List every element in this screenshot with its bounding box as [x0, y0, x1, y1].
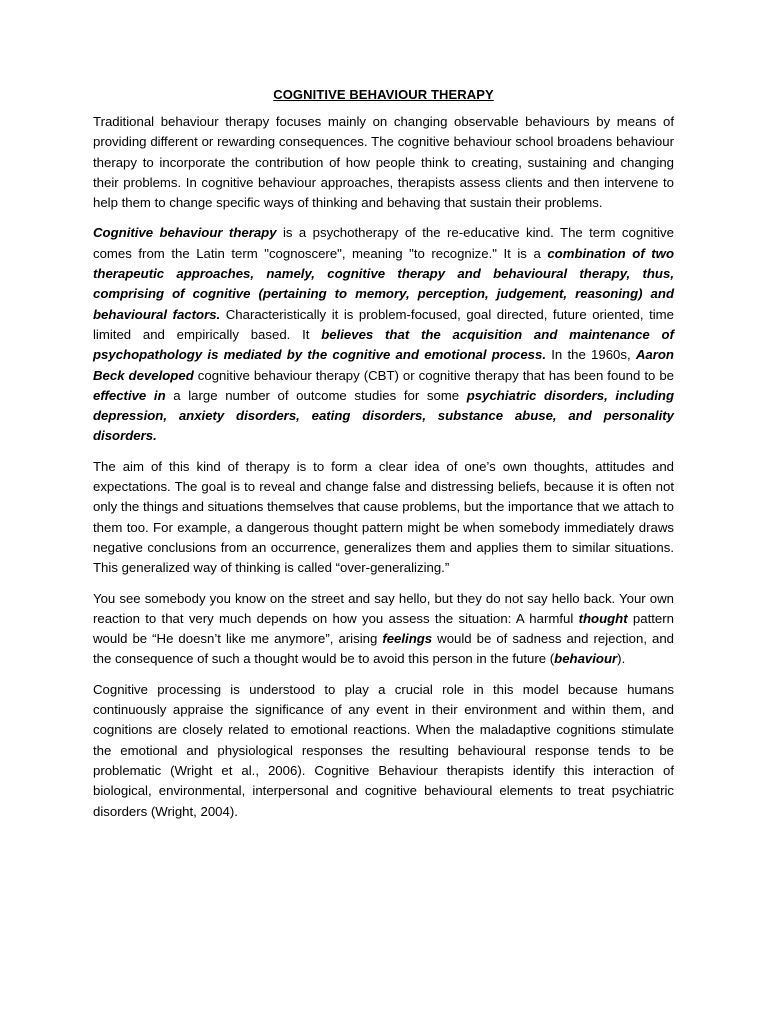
emphasis-text: Aaron Beck developed	[93, 347, 674, 383]
body-text: Characteristically it is problem-focused, goal directed, future oriented, time limited and empirically based. It	[93, 306, 674, 342]
body-text: is a psychotherapy of the re-educative kind. The term cognitive comes from the Latin term "cognoscere", meaning "to recognize." It is a	[93, 225, 674, 261]
paragraph-aim: The aim of this kind of therapy is to form a clear idea of one’s own thoughts, attitudes and expectations. The goal is to reveal and change false and distressing beliefs, because it is often not only the things and situations themselves that cause problems, but the importance that we attach to them too. For example, a dangerous thought pattern might be when somebody immediately draws negative conclusions from an occurrence, generalizes them and applies them to similar situations. This generalized way of thinking is called “over-generalizing.”	[93, 458, 674, 576]
paragraph-definition	[93, 223, 674, 446]
emphasis-text: believes that the acquisition and maintenance of psychopathology is mediated by the cognitive and emotional process.	[93, 326, 674, 363]
body-text: ).	[617, 651, 626, 667]
emphasis-text: psychiatric disorders, including depression, anxiety disorders, eating disorders, substance abuse, and personality disorders.	[93, 387, 675, 444]
emphasis-text: effective in	[93, 387, 166, 403]
emphasis-text: feelings	[382, 631, 433, 647]
emphasis-text: Cognitive behaviour therapy	[93, 225, 277, 241]
document-title: COGNITIVE BEHAVIOUR THERAPY	[273, 87, 494, 102]
body-text: a large number of outcome studies for some	[165, 387, 467, 403]
body-text: pattern would be “He doesn’t like me anymore”, arising	[93, 610, 674, 647]
emphasis-text: thought	[578, 610, 628, 626]
body-text: would be of sadness and rejection, and the consequence of such a thought would be to avoid this person in the future (	[93, 631, 674, 667]
body-text: In the 1960s,	[546, 347, 636, 363]
emphasis-text: behaviour	[554, 651, 618, 667]
paragraph-processing: Cognitive processing is understood to play a crucial role in this model because humans continuously appraise the significance of any event in their environment and within them, and cognitions are closely related to emotional reactions. When the maladaptive cognitions stimulate the emotional and physiological responses the resulting behavioural response tends to be problematic (Wright et al., 2006). Cognitive Behaviour therapists identify this interaction of biological, environmental, interpersonal and cognitive behavioural elements to treat psychiatric disorders (Wright, 2004).	[93, 681, 674, 819]
emphasis-text: combination of two therapeutic approaches, namely, cognitive therapy and behavioural therapy, thus, comprising of cognitive (pertaining to memory, perception, judgement, reasoning) and behavioural factors.	[93, 245, 674, 322]
body-text: cognitive behaviour therapy (CBT) or cognitive therapy that has been found to be	[193, 367, 674, 383]
paragraph-intro: Traditional behaviour therapy focuses mainly on changing observable behaviours by means of providing different or rewarding consequences. The cognitive behaviour school broadens behaviour therapy to incorporate the contribution of how people think to creating, sustaining and changing their problems. In cognitive behaviour approaches, therapists assess clients and then intervene to help them to change specific ways of thinking and behaving that sustain their problems.	[93, 114, 674, 211]
paragraph-example	[93, 589, 674, 670]
body-text: You see somebody you know on the street and say hello, but they do not say hello back. Your own reaction to that very much depends on how you assess the situation: A harmful	[93, 590, 674, 626]
